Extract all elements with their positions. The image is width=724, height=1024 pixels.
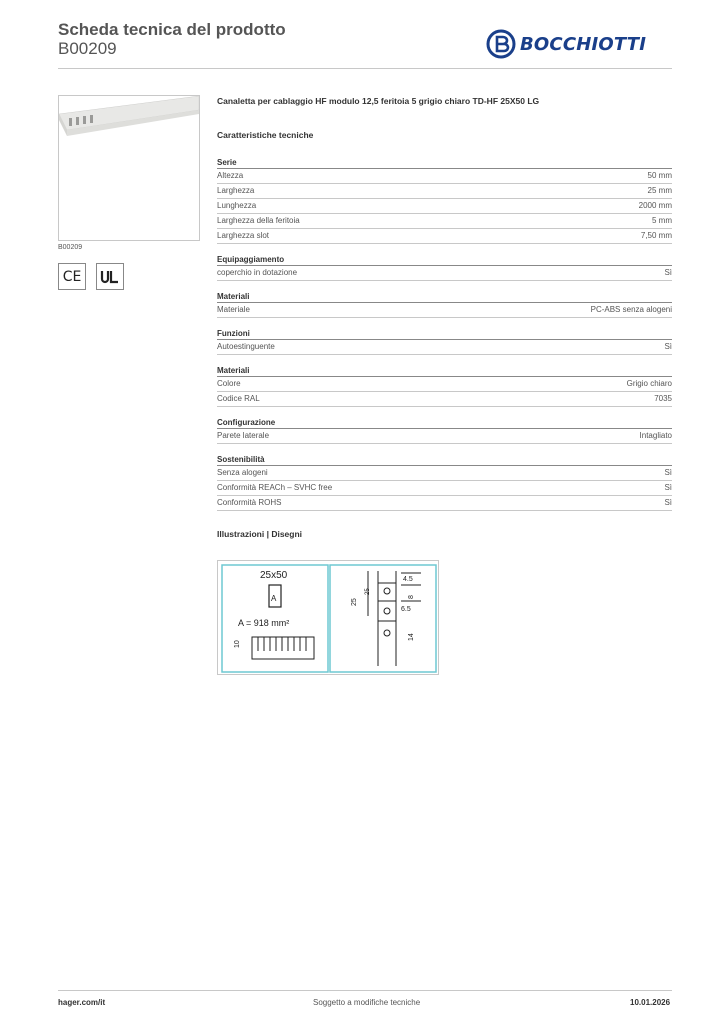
spec-label: Colore [217, 379, 241, 388]
spec-value: 7035 [654, 394, 672, 403]
spec-row [217, 466, 672, 481]
spec-section [217, 156, 672, 244]
drawing-area-label: A = 918 mm² [238, 618, 290, 628]
spec-row [217, 340, 672, 355]
spec-row [217, 496, 672, 511]
spec-value: Sì [664, 483, 672, 492]
brand-logo [486, 28, 666, 60]
page-title: Scheda tecnica del prodotto [58, 20, 286, 39]
spec-section [217, 416, 672, 444]
spec-row [217, 266, 672, 281]
product-description: Canaletta per cablaggio HF modulo 12,5 feritoia 5 grigio chiaro TD-HF 25X50 LG [217, 96, 540, 106]
spec-value: PC-ABS senza alogeni [590, 305, 672, 314]
spec-row [217, 481, 672, 496]
ce-mark-label: CE [62, 268, 82, 285]
spec-label: Materiale [217, 305, 250, 314]
spec-label: Conformità ROHS [217, 498, 282, 507]
spec-row [217, 229, 672, 244]
spec-value: Sì [664, 342, 672, 351]
spec-sections [217, 156, 672, 511]
spec-value: 50 mm [647, 171, 672, 180]
image-caption: B00209 [58, 244, 83, 251]
spec-value: 7,50 mm [640, 231, 672, 240]
spec-section [217, 253, 672, 281]
product-image [58, 95, 200, 241]
spec-row [217, 392, 672, 407]
spec-section-title: Equipaggiamento [217, 253, 672, 266]
spec-label: Larghezza della feritoia [217, 216, 300, 225]
technical-drawing [217, 560, 439, 675]
dim-label-5: 6.5 [401, 606, 411, 613]
illustrations-title: Illustrazioni | Disegni [217, 529, 303, 539]
brand-name: BOCCHIOTTI [520, 33, 647, 55]
spec-row [217, 214, 672, 229]
spec-section-title: Configurazione [217, 416, 672, 429]
dim-label-6: 14 [408, 633, 415, 641]
spec-value: 25 mm [647, 186, 672, 195]
spec-section [217, 364, 672, 407]
spec-panel [217, 96, 672, 547]
spec-value: Intagliato [639, 431, 672, 440]
spec-label: Conformità REACh – SVHC free [217, 483, 333, 492]
spec-value: Sì [664, 268, 672, 277]
spec-row [217, 199, 672, 214]
spec-row [217, 377, 672, 392]
spec-section-title: Serie [217, 156, 672, 169]
ul-mark-symbol [100, 269, 120, 285]
footer-website: hager.com/it [58, 998, 106, 1007]
spec-row [217, 184, 672, 199]
spec-label: Autoestinguente [217, 342, 275, 351]
spec-label: Parete laterale [217, 431, 270, 440]
dim-label-2: 25 [351, 598, 358, 606]
footer-divider [58, 990, 672, 991]
spec-section [217, 453, 672, 511]
spec-section-title: Sostenibilità [217, 453, 672, 466]
specs-title: Caratteristiche tecniche [217, 130, 314, 140]
product-code: B00209 [58, 39, 117, 58]
spec-value: Sì [664, 498, 672, 507]
spec-value: Sì [664, 468, 672, 477]
spec-section-title: Materiali [217, 290, 672, 303]
spec-label: Larghezza [217, 186, 255, 195]
spec-value: 5 mm [652, 216, 672, 225]
spec-section [217, 327, 672, 355]
drawing-area-symbol: A [271, 594, 277, 603]
footer-disclaimer: Soggetto a modifiche tecniche [313, 998, 421, 1007]
cable-duct-illustration [59, 96, 200, 241]
spec-label: Senza alogeni [217, 468, 268, 477]
spec-value: 2000 mm [638, 201, 672, 210]
spec-label: Altezza [217, 171, 244, 180]
ce-mark-icon [58, 263, 86, 290]
bocchiotti-logo-icon [486, 29, 516, 59]
spec-row [217, 303, 672, 318]
dim-label-3: 25 [365, 588, 371, 595]
footer-date: 10.01.2026 [630, 998, 671, 1007]
drawing-height-label: 10 [234, 640, 241, 648]
spec-label: Lunghezza [217, 201, 257, 210]
spec-section-title: Funzioni [217, 327, 672, 340]
header-divider [58, 68, 672, 69]
spec-section-title: Materiali [217, 364, 672, 377]
spec-value: Grigio chiaro [626, 379, 672, 388]
spec-row [217, 169, 672, 184]
spec-row [217, 429, 672, 444]
dim-label-4: 8 [408, 595, 415, 599]
ul-mark-icon [96, 263, 124, 290]
drawing-size-label: 25x50 [260, 570, 288, 581]
spec-label: Larghezza slot [217, 231, 270, 240]
dim-label-1: 4.5 [403, 576, 413, 583]
spec-label: coperchio in dotazione [217, 268, 298, 277]
spec-section [217, 290, 672, 318]
spec-label: Codice RAL [217, 394, 260, 403]
